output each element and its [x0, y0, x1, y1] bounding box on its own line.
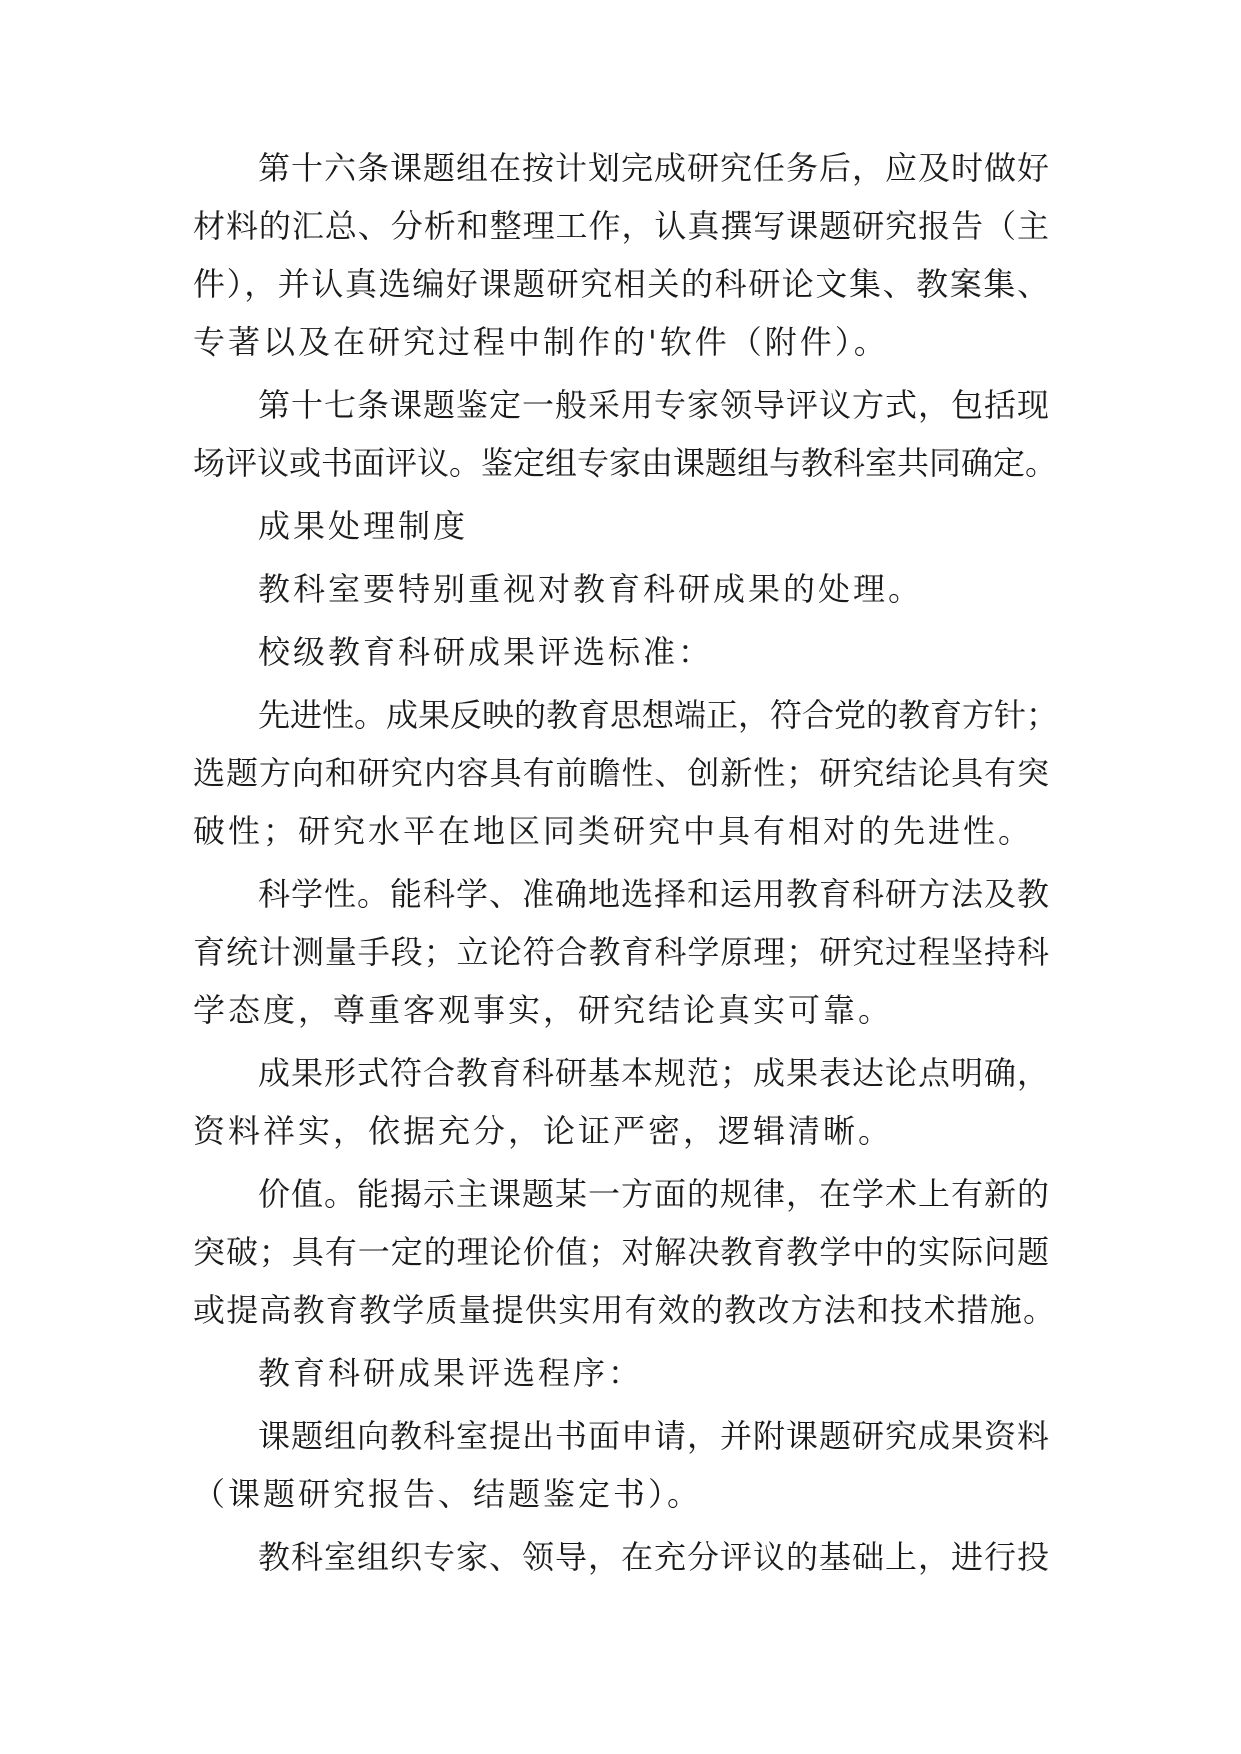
paragraph-17-line-1 [0, 375, 1241, 435]
paragraph-advanced-line-1 [0, 685, 1241, 745]
text-line: 成果形式符合教育科研基本规范；成果表达论点明确， [258, 1054, 1049, 1092]
paragraph-value-line-3 [0, 1280, 1241, 1340]
paragraph-apply-line-2 [0, 1464, 1241, 1524]
paragraph-16-line-2 [0, 196, 1241, 256]
text-line: 破性；研究水平在地区同类研究中具有相对的先进性。 [193, 812, 1034, 850]
paragraph-advanced-line-2 [0, 743, 1241, 803]
paragraph-line [0, 622, 1241, 682]
paragraph-scientific-line-3 [0, 980, 1241, 1040]
text-line: 校级教育科研成果评选标准： [258, 633, 714, 671]
text-line: 科学性。能科学、准确地选择和运用教育科研方法及教 [258, 875, 1049, 913]
paragraph-scientific-line-2 [0, 922, 1241, 982]
paragraph-line [0, 1343, 1241, 1403]
paragraph-vote-line-1 [0, 1527, 1241, 1587]
text-line: 材料的汇总、分析和整理工作，认真撰写课题研究报告（主 [193, 207, 1049, 245]
text-line: 学态度，尊重客观事实，研究结论真实可靠。 [193, 991, 894, 1029]
heading-text: 成果处理制度 [258, 507, 469, 545]
text-line: （课题研究报告、结题鉴定书）。 [193, 1475, 703, 1513]
text-line: 突破；具有一定的理论价值；对解决教育教学中的实际问题 [193, 1233, 1049, 1271]
paragraph-16-line-4 [0, 312, 1241, 372]
paragraph-16-line-1 [0, 138, 1241, 198]
paragraph-advanced-line-3 [0, 801, 1241, 861]
paragraph-form-line-1 [0, 1043, 1241, 1103]
text-line: 选题方向和研究内容具有前瞻性、创新性；研究结论具有突 [193, 754, 1049, 792]
text-line: 场评议或书面评议。鉴定组专家由课题组与教科室共同确定。 [193, 444, 1058, 482]
text-line: 第十七条课题鉴定一般采用专家领导评议方式，包括现 [258, 386, 1049, 424]
paragraph-value-line-1 [0, 1164, 1241, 1224]
text-line: 专著以及在研究过程中制作的'软件（附件）。 [193, 323, 889, 361]
text-line: 教育科研成果评选程序： [258, 1354, 644, 1392]
paragraph-value-line-2 [0, 1222, 1241, 1282]
text-line: 资料祥实，依据充分，论证严密，逻辑清晰。 [193, 1112, 894, 1150]
text-line: 教科室要特别重视对教育科研成果的处理。 [258, 570, 924, 608]
paragraph-16-line-3 [0, 254, 1241, 314]
text-line: 第十六条课题组在按计划完成研究任务后，应及时做好 [258, 149, 1049, 187]
text-line: 先进性。成果反映的教育思想端正，符合党的教育方针； [258, 696, 1059, 734]
paragraph-apply-line-1 [0, 1406, 1241, 1466]
paragraph-line [0, 559, 1241, 619]
text-line: 件），并认真选编好课题研究相关的科研论文集、教案集、 [193, 265, 1049, 303]
text-line: 课题组向教科室提出书面申请，并附课题研究成果资料 [258, 1417, 1049, 1455]
text-line: 教科室组织专家、领导，在充分评议的基础上，进行投 [258, 1538, 1049, 1576]
text-line: 或提高教育教学质量提供实用有效的教改方法和技术措施。 [193, 1291, 1055, 1329]
text-line: 育统计测量手段；立论符合教育科学原理；研究过程坚持科 [193, 933, 1049, 971]
paragraph-17-line-2 [0, 433, 1241, 493]
text-line: 价值。能揭示主课题某一方面的规律，在学术上有新的 [258, 1175, 1049, 1213]
section-heading [0, 496, 1241, 556]
paragraph-scientific-line-1 [0, 864, 1241, 924]
paragraph-form-line-2 [0, 1101, 1241, 1161]
